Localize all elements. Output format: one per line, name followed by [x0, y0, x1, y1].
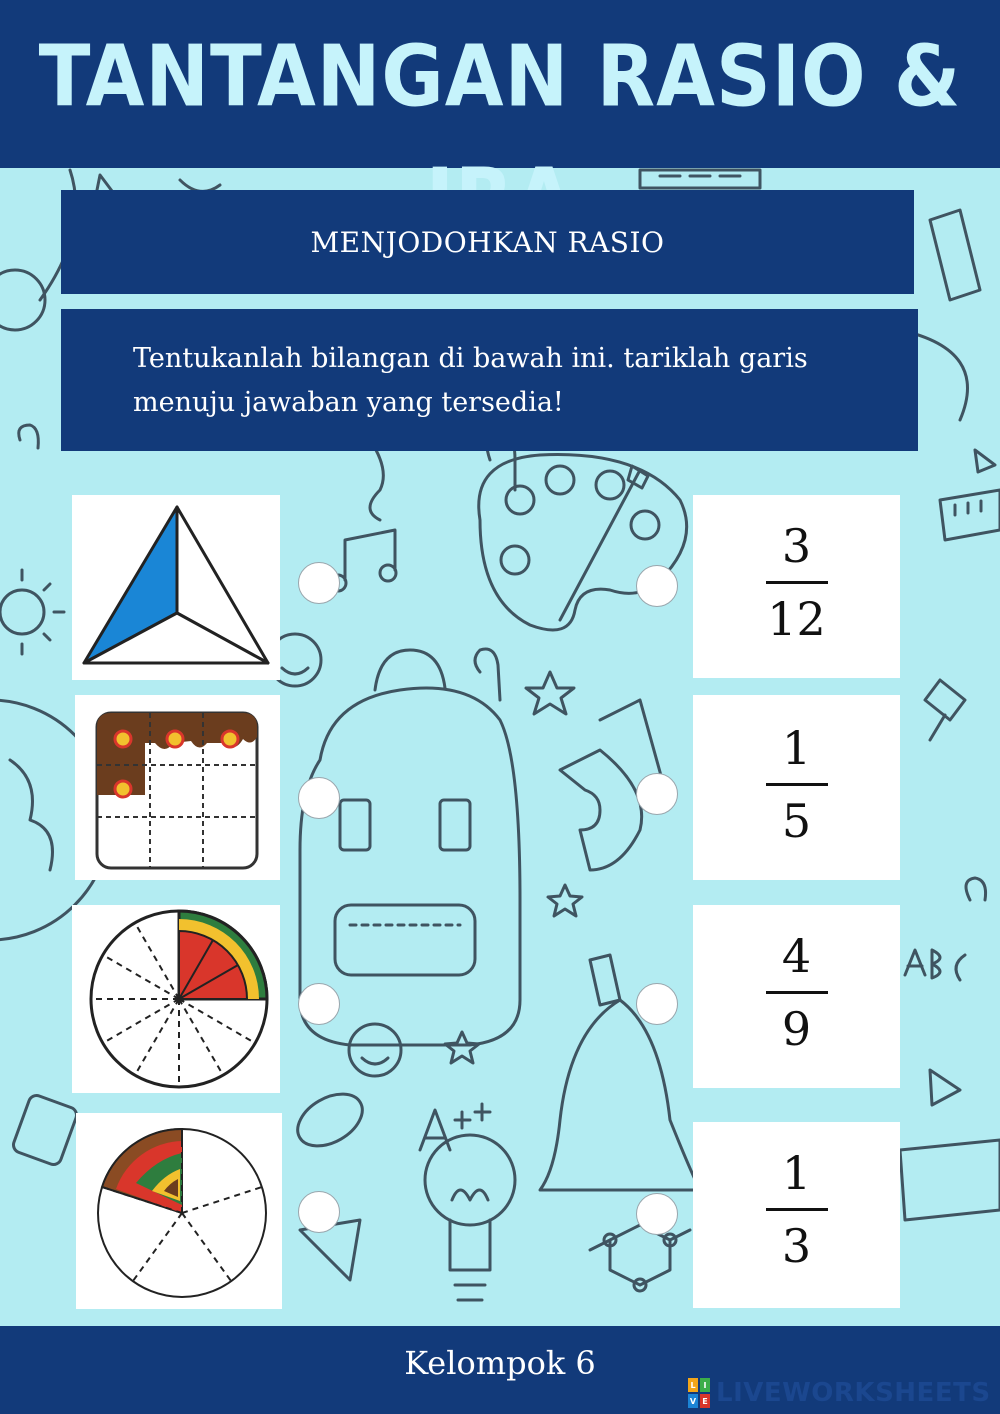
- left-card-4: [76, 1113, 282, 1309]
- left-connector-3[interactable]: [298, 983, 340, 1025]
- brand-name: LIVEWORKSHEETS: [716, 1378, 991, 1408]
- right-connector-3[interactable]: [636, 983, 678, 1025]
- pie-slices-icon: [76, 1113, 282, 1309]
- fraction: [693, 1146, 900, 1273]
- fraction-bar: [766, 1208, 828, 1211]
- left-card-2: [75, 695, 280, 880]
- right-connector-4[interactable]: [636, 1193, 678, 1235]
- denominator: 5: [781, 794, 812, 848]
- section-title: MENJODOHKAN RASIO: [310, 225, 665, 259]
- brownie-tray-icon: [75, 695, 280, 880]
- left-connector-4[interactable]: [298, 1191, 340, 1233]
- denominator: 12: [767, 592, 826, 646]
- numerator: 1: [781, 1146, 812, 1200]
- instructions-box: [61, 309, 918, 451]
- header-banner: [0, 0, 1000, 168]
- numerator: 3: [781, 519, 812, 573]
- fraction: [693, 929, 900, 1056]
- answer-card-1: [693, 495, 900, 678]
- pizza-slices-icon: [72, 905, 280, 1093]
- fraction: [693, 519, 900, 646]
- footer-banner: [0, 1326, 1000, 1414]
- fraction-bar: [766, 581, 828, 584]
- denominator: 3: [781, 1219, 812, 1273]
- instructions-text: Tentukanlah bilangan di bawah ini. tariklah garis menuju jawaban yang tersedia!: [133, 343, 808, 418]
- answer-card-3: [693, 905, 900, 1088]
- page-title: TANTANGAN RASIO &: [38, 26, 962, 126]
- left-card-1: [72, 495, 280, 680]
- denominator: 9: [781, 1002, 812, 1056]
- left-connector-1[interactable]: [298, 562, 340, 604]
- right-connector-1[interactable]: [636, 565, 678, 607]
- left-connector-2[interactable]: [298, 777, 340, 819]
- answer-card-4: [693, 1122, 900, 1308]
- numerator: 1: [781, 721, 812, 775]
- numerator: 4: [781, 929, 812, 983]
- liveworksheets-logo-icon: L I V E: [688, 1378, 710, 1408]
- triangle-shaded-icon: [72, 495, 280, 680]
- group-label: Kelompok 6: [404, 1344, 596, 1382]
- left-card-3: [72, 905, 280, 1093]
- fraction-bar: [766, 991, 828, 994]
- fraction: [693, 721, 900, 848]
- answer-card-2: [693, 695, 900, 880]
- right-connector-2[interactable]: [636, 773, 678, 815]
- fraction-bar: [766, 783, 828, 786]
- subtitle-banner: [61, 190, 914, 294]
